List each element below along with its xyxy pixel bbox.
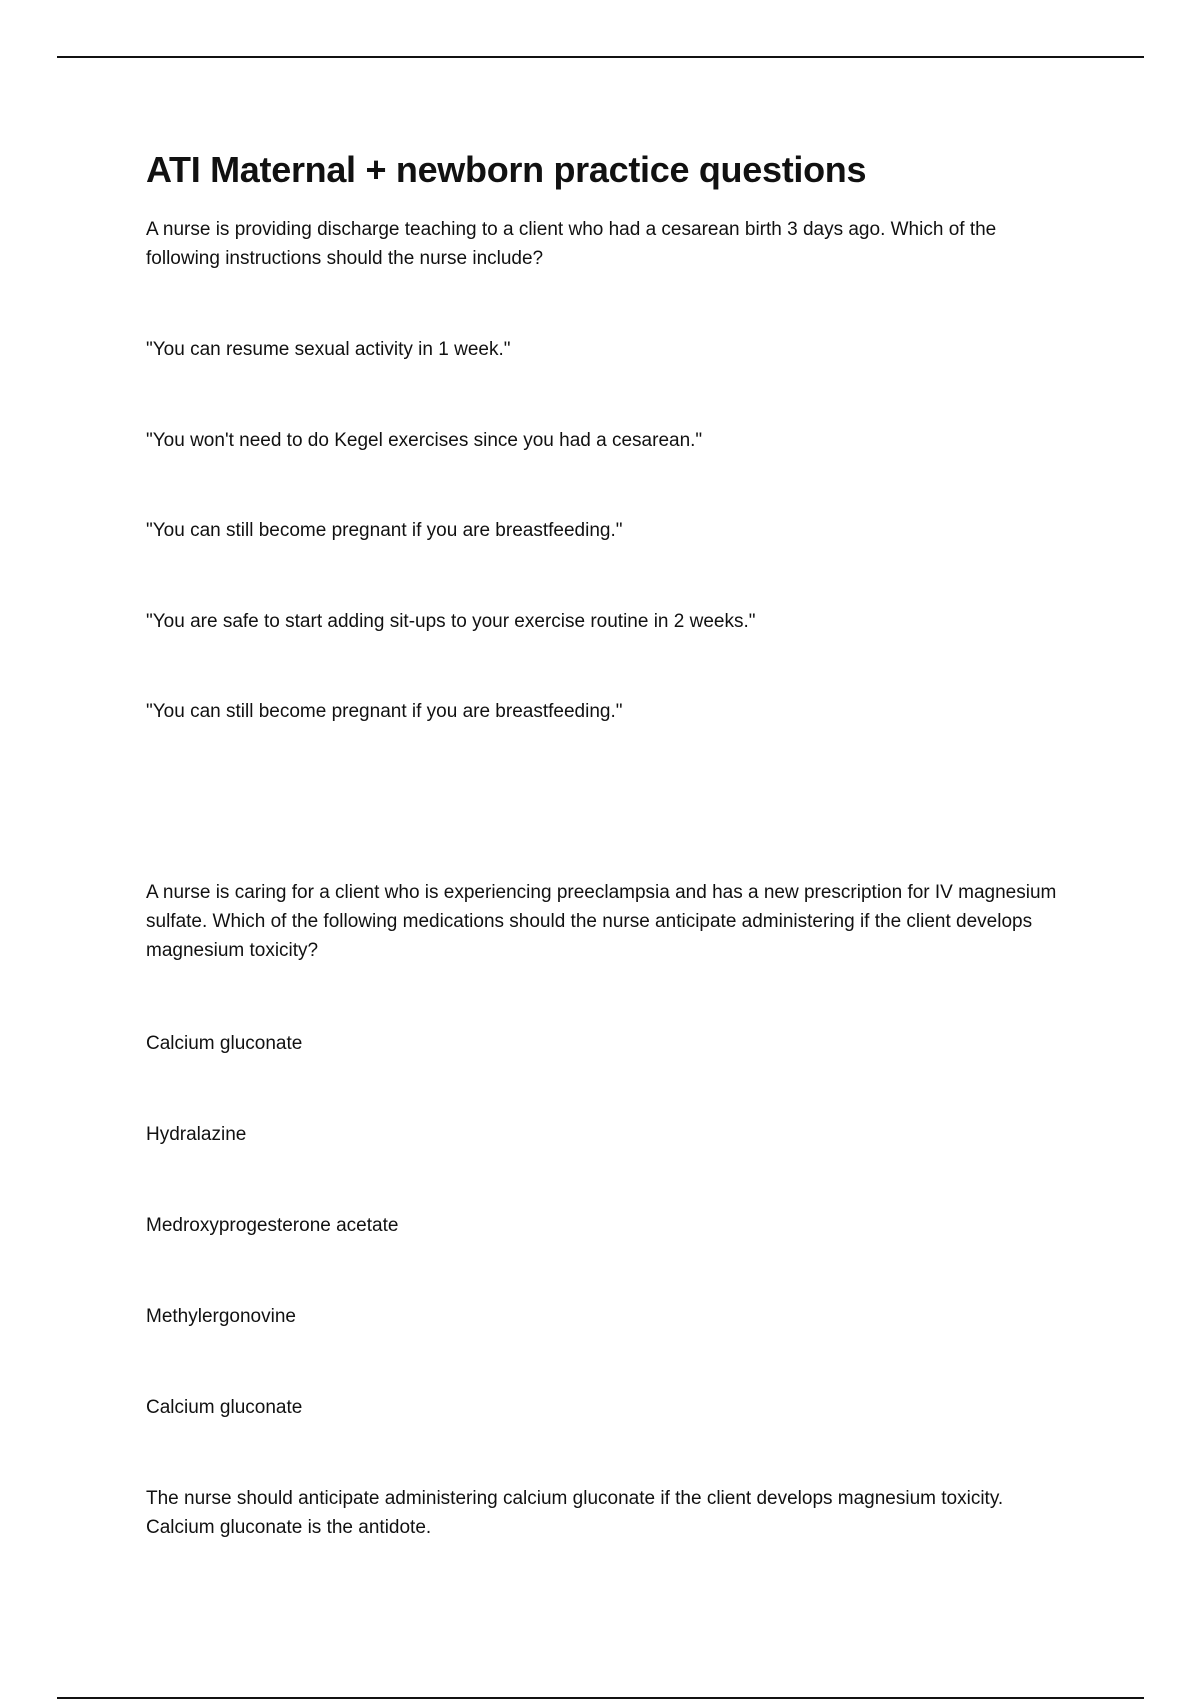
header-rule — [57, 56, 1144, 58]
answer-option: Hydralazine — [146, 1124, 247, 1145]
correct-answer: Calcium gluconate — [146, 1397, 303, 1418]
answer-option: "You can still become pregnant if you are breastfeeding." — [146, 520, 623, 541]
answer-option: Medroxyprogesterone acetate — [146, 1215, 399, 1236]
answer-option: "You are safe to start adding sit-ups to your exercise routine in 2 weeks." — [146, 611, 756, 632]
answer-option: Calcium gluconate — [146, 1033, 303, 1054]
answer-option: Methylergonovine — [146, 1306, 296, 1327]
answer-option: "You can resume sexual activity in 1 week." — [146, 339, 511, 360]
question-prompt: A nurse is providing discharge teaching to a client who had a cesarean birth 3 days ago. Which of the following instructions should the nurse include? — [146, 219, 997, 269]
page-title: ATI Maternal + newborn practice questions — [146, 149, 867, 190]
answer-option: "You won't need to do Kegel exercises since you had a cesarean." — [146, 430, 703, 451]
correct-answer: "You can still become pregnant if you are breastfeeding." — [146, 701, 623, 722]
answer-rationale: The nurse should anticipate administering calcium gluconate if the client develops magnesium toxicity. Calcium gluconate is the antidote. — [146, 1488, 1004, 1538]
question-prompt: A nurse is caring for a client who is experiencing preeclampsia and has a new prescription for IV magnesium sulfate. Which of the following medications should the nurse anticipate administering if the client develops magnesium toxicity? — [146, 882, 1057, 961]
footer-rule — [57, 1697, 1144, 1699]
